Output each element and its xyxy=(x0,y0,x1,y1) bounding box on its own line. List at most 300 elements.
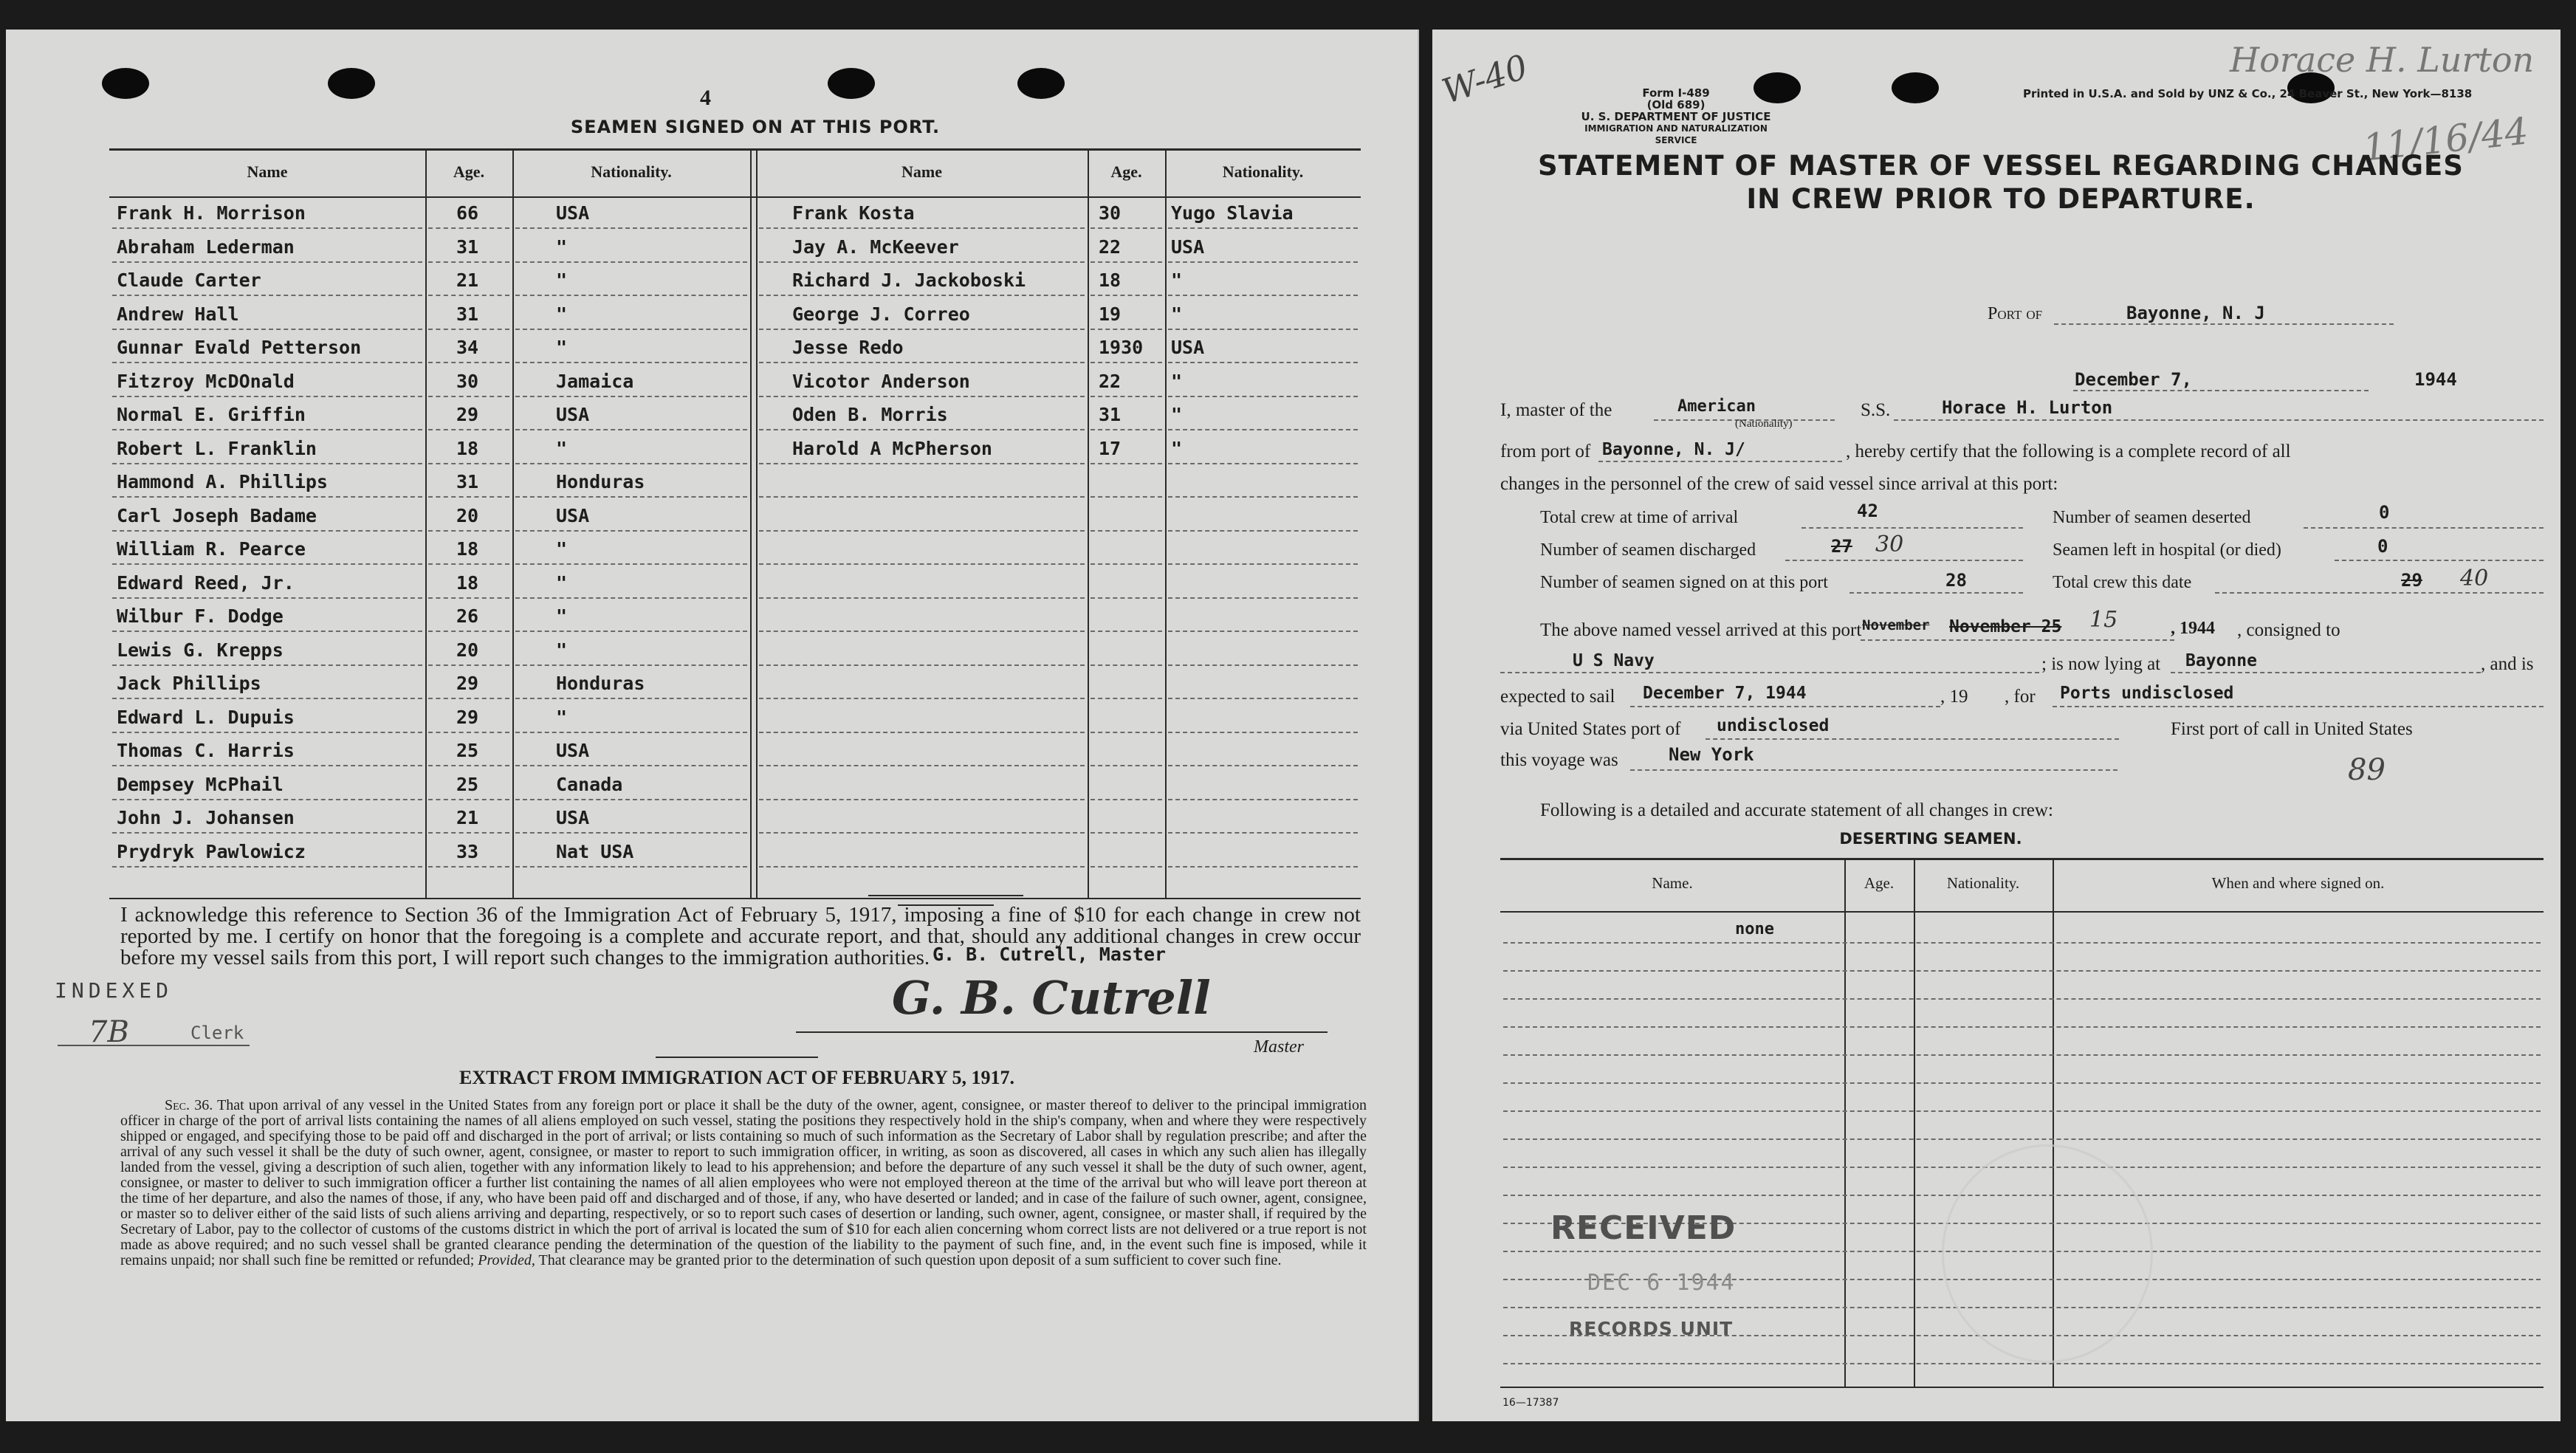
arrived-value: November 25 xyxy=(1949,617,2062,636)
row-rule xyxy=(428,765,509,766)
row-rule xyxy=(759,396,1085,397)
service: IMMIGRATION AND NATURALIZATION SERVICE xyxy=(1584,123,1768,145)
row-rule xyxy=(428,563,509,565)
row-rule xyxy=(1168,396,1358,397)
seaman-name: Oden B. Morris xyxy=(792,404,948,425)
discharged-value: 30 xyxy=(1875,532,1904,557)
arrived-year: , 1944 xyxy=(2171,619,2215,638)
row-rule xyxy=(759,664,1085,666)
seaman-nationality: Canada xyxy=(556,774,623,795)
certify-text: , hereby certify that the following is a complete record of all xyxy=(1846,442,2291,461)
seaman-nationality: " xyxy=(556,605,568,627)
col-rule xyxy=(1088,150,1089,898)
row-rule xyxy=(759,698,1085,699)
extract-main-text: That upon arrival of any vessel in the United States from any foreign port or place it shall be the duty of the owner, agent, consignee, or master thereof to deliver to the principal immigration officer in charge of the port of arrival lists containing the names of all aliens employed on such vessel, stating the positions they respectively hold in the ship's company, when and where they were respectively shipped or engaged, and specifying those to be paid off and discharged in the port of arrival; or lists containing so much of such information as the Secretary of Labor shall by regulation prescribe; and after the arrival of any such vessel it shall be the duty of such owner, agent, consignee, or master to report to such immigration officer, in writing, as soon as discovered, all cases in which any such alien has illegally landed from the vessel, giving a description of such alien, together with any information likely to lead to his apprehension; and before the departure of any such vessel it shall be the duty of such owner, agent, consignee, or master to deliver to such immigration officer a further list containing the names of all alien employees who were not employed thereon at the time of the arrival but who will leave port thereon at the time of her departure, and also the names of those, if any, who have been paid off and discharged and of those, if any, who have deserted or landed; and in case of the failure of such owner, agent, consignee, or master so to deliver either of the said lists of such aliens arriving and departing, respectively, or so to report such cases of desertion or landing, such owner, agent, consignee, or master shall, if required by the Secretary of Labor, pay to the collector of customs of the customs district in which the port of arrival is located the sum of $10 for each alien concerning whom correct lists are not delivered or a true report is not made as above required; and no such vessel shall be granted clearance pending the determination of the question of the liability to the payment of such fine, and, in the event such fine is imposed, while it remains unpaid; nor shall such fine be remitted or refunded; xyxy=(120,1097,1367,1268)
arrived-corrected: 15 xyxy=(2089,607,2118,633)
page-number: 4 xyxy=(700,86,711,110)
row-rule xyxy=(112,732,422,733)
row-rule xyxy=(112,261,422,263)
section-label: Sec. 36. xyxy=(165,1097,213,1113)
for-text: , for xyxy=(2005,687,2036,707)
seaman-age: 29 xyxy=(456,404,479,425)
row-rule xyxy=(428,530,509,532)
acknowledgement-text: I acknowledge this reference to Section 36 of the Immigration Act of February 5, 1917, imposing a fine of $10 for each change in crew not reported by me. I certify on honor that the foregoing is a complete and accurate report, and that, should any additional changes in crew occur before my vessel sails from this port, I will report such changes to the immigration authorities. xyxy=(120,903,1361,969)
expected-text: expected to sail xyxy=(1500,687,1615,707)
seaman-nationality: " xyxy=(1171,371,1183,392)
seaman-nationality: " xyxy=(1171,404,1183,425)
punch-hole xyxy=(828,68,875,99)
handwritten-number: 89 xyxy=(2348,753,2386,787)
row-rule xyxy=(112,597,422,599)
seaman-nationality: " xyxy=(556,639,568,661)
row-rule xyxy=(1090,563,1162,565)
extract-title: EXTRACT FROM IMMIGRATION ACT OF FEBRUARY 5, 1917. xyxy=(459,1067,1014,1088)
row-rule xyxy=(112,832,422,834)
row-rule xyxy=(759,732,1085,733)
nationality-caption: (Nationality) xyxy=(1735,418,1793,430)
seaman-age: 30 xyxy=(1099,202,1122,224)
consignee-value: U S Navy xyxy=(1573,651,1655,670)
seaman-nationality: USA xyxy=(1171,236,1205,258)
changes-text: changes in the personnel of the crew of said vessel since arrival at this port: xyxy=(1500,474,2058,494)
row-rule xyxy=(1168,295,1358,296)
row-rule xyxy=(1090,429,1162,430)
port-value: Bayonne, N. J xyxy=(2126,303,2265,323)
col-header-name: Name xyxy=(901,162,942,181)
row-rule xyxy=(1090,664,1162,666)
row-rule xyxy=(112,396,422,397)
seaman-age: 31 xyxy=(456,303,479,325)
extract-provided: Provided, xyxy=(478,1252,535,1268)
total-arrival-label: Total crew at time of arrival xyxy=(1540,508,1739,527)
row-rule xyxy=(1090,496,1162,498)
seaman-nationality: " xyxy=(556,303,568,325)
punch-hole xyxy=(102,68,149,99)
seaman-nationality: " xyxy=(556,438,568,459)
discharged-label: Number of seamen discharged xyxy=(1540,540,1756,560)
row-rule xyxy=(1168,362,1358,363)
seaman-age: 20 xyxy=(456,639,479,661)
seaman-age: 22 xyxy=(1099,371,1122,392)
total-date-struck: 29 xyxy=(2401,570,2422,591)
typed-master-name: G. B. Cutrell, Master xyxy=(932,944,1167,965)
from-port-label: from port of xyxy=(1500,442,1591,461)
row-rule xyxy=(428,396,509,397)
row-rule xyxy=(112,227,422,229)
row-rule xyxy=(1168,261,1358,263)
seaman-age: 33 xyxy=(456,841,479,862)
col-rule xyxy=(1165,150,1167,898)
received-stamp: RECEIVED xyxy=(1550,1209,1737,1247)
seaman-name: Dempsey McPhail xyxy=(117,774,284,795)
col-header-nationality: Nationality. xyxy=(591,162,672,181)
seaman-nationality: " xyxy=(556,236,568,258)
row-rule xyxy=(428,631,509,632)
seaman-age: 30 xyxy=(456,371,479,392)
row-rule xyxy=(1168,866,1358,868)
row-rule xyxy=(759,597,1085,599)
col-rule xyxy=(425,150,427,898)
seaman-nationality: Yugo Slavia xyxy=(1171,202,1294,224)
handwritten-date: 11/16/44 xyxy=(2360,109,2530,170)
row-rule xyxy=(515,765,747,766)
row-rule xyxy=(759,799,1085,800)
clerk-label: Clerk xyxy=(190,1023,244,1043)
section-title: SEAMEN SIGNED ON AT THIS PORT. xyxy=(570,117,941,137)
seaman-name: Edward L. Dupuis xyxy=(117,707,295,728)
desert-entry: none xyxy=(1735,920,1774,938)
row-rule xyxy=(759,295,1085,296)
row-rule xyxy=(1090,329,1162,330)
col-header-name: Name xyxy=(247,162,288,181)
master-prefix: I, master of the xyxy=(1500,400,1612,420)
seaman-nationality: " xyxy=(556,572,568,594)
seaman-age: 18 xyxy=(456,438,479,459)
seaman-nationality: Honduras xyxy=(556,471,645,492)
col-header-age: Age. xyxy=(1110,162,1142,181)
row-rule xyxy=(428,597,509,599)
seaman-nationality: USA xyxy=(556,505,590,526)
row-rule xyxy=(428,227,509,229)
arrived-text: The above named vessel arrived at this port xyxy=(1540,620,1862,640)
row-rule xyxy=(112,664,422,666)
desert-col-signed-on: When and where signed on. xyxy=(2211,874,2385,892)
lying-value: Bayonne xyxy=(2185,651,2257,670)
row-rule xyxy=(515,496,747,498)
row-rule xyxy=(1168,732,1358,733)
row-rule xyxy=(1090,765,1162,766)
and-is-text: , and is xyxy=(2481,654,2534,674)
seaman-age: 17 xyxy=(1099,438,1122,459)
seaman-nationality: " xyxy=(1171,438,1183,459)
from-port-value: Bayonne, N. J/ xyxy=(1602,440,1745,459)
row-rule xyxy=(515,429,747,430)
row-rule xyxy=(759,765,1085,766)
row-rule xyxy=(515,597,747,599)
table-top-rule xyxy=(109,148,1361,151)
row-rule xyxy=(515,698,747,699)
seaman-nationality: " xyxy=(556,337,568,358)
row-rule xyxy=(1090,295,1162,296)
row-rule xyxy=(112,765,422,766)
row-rule xyxy=(112,329,422,330)
punch-hole xyxy=(328,68,375,99)
row-rule xyxy=(1090,227,1162,229)
row-rule xyxy=(515,563,747,565)
port-label: Port of xyxy=(1988,304,2043,323)
indexed-stamp: INDEXED xyxy=(55,978,174,1003)
ss-label: S.S. xyxy=(1861,400,1891,420)
seaman-name: Carl Joseph Badame xyxy=(117,505,317,526)
extract-body xyxy=(120,1098,1367,1268)
row-rule xyxy=(515,832,747,834)
row-rule xyxy=(515,664,747,666)
lying-text: ; is now lying at xyxy=(2041,654,2161,674)
seaman-nationality: " xyxy=(1171,269,1183,291)
seaman-name: Fitzroy McDOnald xyxy=(117,371,295,392)
seaman-age: 22 xyxy=(1099,236,1122,258)
printer-line: Printed in U.S.A. and Sold by UNZ & Co., 24 Beaver St., New York—8138 xyxy=(2023,87,2473,100)
seaman-nationality: " xyxy=(1171,303,1183,325)
seaman-name: Jay A. McKeever xyxy=(792,236,959,258)
seaman-name: Edward Reed, Jr. xyxy=(117,572,295,594)
row-rule xyxy=(515,463,747,464)
row-rule xyxy=(1168,227,1358,229)
row-rule xyxy=(1168,832,1358,834)
row-rule xyxy=(428,429,509,430)
row-rule xyxy=(515,329,747,330)
row-rule xyxy=(515,362,747,363)
row-rule xyxy=(515,227,747,229)
seaman-age: 18 xyxy=(1099,269,1122,291)
seaman-age: 25 xyxy=(456,774,479,795)
row-rule xyxy=(759,496,1085,498)
row-rule xyxy=(1168,698,1358,699)
seaman-age: 29 xyxy=(456,707,479,728)
row-rule xyxy=(759,362,1085,363)
seaman-age: 34 xyxy=(456,337,479,358)
row-rule xyxy=(1090,261,1162,263)
col-rule xyxy=(756,150,758,898)
row-rule xyxy=(515,530,747,532)
row-rule xyxy=(1090,396,1162,397)
row-rule xyxy=(759,530,1085,532)
seaman-nationality: USA xyxy=(556,404,590,425)
footer-code: 16—17387 xyxy=(1502,1397,1559,1409)
seaman-nationality: USA xyxy=(556,202,590,224)
row-rule xyxy=(515,396,747,397)
voyage-text: this voyage was xyxy=(1500,750,1618,770)
seaman-nationality: " xyxy=(556,707,568,728)
seaman-name: Vicotor Anderson xyxy=(792,371,970,392)
row-rule xyxy=(1503,942,2541,944)
row-rule xyxy=(428,362,509,363)
row-rule xyxy=(112,496,422,498)
handwritten-vessel-name: Horace H. Lurton xyxy=(2230,40,2535,80)
row-rule xyxy=(759,463,1085,464)
consigned-text: , consigned to xyxy=(2237,620,2340,640)
row-rule xyxy=(1090,732,1162,733)
year-value: 1944 xyxy=(2414,369,2457,390)
received-stamp-unit: RECORDS UNIT xyxy=(1569,1318,1734,1339)
seaman-age: 21 xyxy=(456,807,479,828)
row-rule xyxy=(428,463,509,464)
seaman-nationality: USA xyxy=(1171,337,1205,358)
seaman-name: George J. Correo xyxy=(792,303,970,325)
seaman-nationality: USA xyxy=(556,807,590,828)
seaman-name: Jack Phillips xyxy=(117,673,261,694)
row-rule xyxy=(428,866,509,868)
desert-col-name: Name. xyxy=(1652,874,1693,892)
seaman-age: 21 xyxy=(456,269,479,291)
seaman-name: Jesse Redo xyxy=(792,337,904,358)
row-rule xyxy=(112,362,422,363)
row-rule xyxy=(1168,429,1358,430)
date-value: December 7, xyxy=(2075,369,2192,390)
deserting-title: DESERTING SEAMEN. xyxy=(1839,830,2022,848)
row-rule xyxy=(1168,765,1358,766)
seaman-age: 18 xyxy=(456,572,479,594)
seaman-name: Richard J. Jackoboski xyxy=(792,269,1026,291)
desert-col-nationality: Nationality. xyxy=(1946,874,2020,892)
total-arrival-value: 42 xyxy=(1857,501,1878,521)
master-label: Master xyxy=(1254,1037,1304,1057)
nineteen-text: , 19 xyxy=(1940,687,1968,707)
master-signature: G. B. Cutrell xyxy=(892,971,1211,1025)
seaman-name: Abraham Lederman xyxy=(117,236,295,258)
row-rule xyxy=(1503,1026,2541,1028)
row-rule xyxy=(1090,362,1162,363)
row-rule xyxy=(1168,329,1358,330)
seaman-age: 31 xyxy=(456,471,479,492)
row-rule xyxy=(515,295,747,296)
seaman-name: Claude Carter xyxy=(117,269,261,291)
row-rule xyxy=(1503,1110,2541,1112)
row-rule xyxy=(112,295,422,296)
seaman-age: 25 xyxy=(456,740,479,761)
row-rule xyxy=(428,329,509,330)
signed-on-value: 28 xyxy=(1945,570,1967,591)
total-date-label: Total crew this date xyxy=(2053,573,2192,592)
row-rule xyxy=(1168,463,1358,464)
punch-hole xyxy=(1017,68,1065,99)
row-rule xyxy=(428,799,509,800)
row-rule xyxy=(1090,597,1162,599)
seaman-age: 26 xyxy=(456,605,479,627)
nationality-value: American xyxy=(1677,397,1756,416)
seaman-name: Gunnar Evald Petterson xyxy=(117,337,362,358)
corner-mark: W-40 xyxy=(1437,47,1533,111)
left-page xyxy=(6,30,1419,1421)
form-number: Form I-489 xyxy=(1642,86,1710,100)
row-rule xyxy=(1090,832,1162,834)
table-bottom-rule xyxy=(109,898,1361,899)
row-rule xyxy=(759,429,1085,430)
seaman-name: Normal E. Griffin xyxy=(117,404,306,425)
seaman-name: Hammond A. Phillips xyxy=(117,471,328,492)
seaman-age: 66 xyxy=(456,202,479,224)
row-rule xyxy=(112,866,422,868)
col-header-age: Age. xyxy=(453,162,485,181)
row-rule xyxy=(1503,970,2541,972)
row-rule xyxy=(759,631,1085,632)
row-rule xyxy=(428,295,509,296)
row-rule xyxy=(1090,631,1162,632)
row-rule xyxy=(1168,496,1358,498)
row-rule xyxy=(759,261,1085,263)
seaman-name: Thomas C. Harris xyxy=(117,740,295,761)
row-rule xyxy=(1503,1054,2541,1056)
row-rule xyxy=(759,563,1085,565)
seaman-age: 1930 xyxy=(1099,337,1144,358)
seaman-nationality: Honduras xyxy=(556,673,645,694)
received-stamp-date: DEC 6 1944 xyxy=(1587,1270,1736,1296)
seaman-nationality: " xyxy=(556,538,568,560)
seaman-name: Lewis G. Krepps xyxy=(117,639,284,661)
extract-end-text: That clearance may be granted prior to the determination of such question upon deposit of a sum sufficient to cover such fine. xyxy=(538,1252,1282,1268)
following-text: Following is a detailed and accurate statement of all changes in crew: xyxy=(1540,800,2053,820)
seaman-age: 19 xyxy=(1099,303,1122,325)
seaman-name: Frank H. Morrison xyxy=(117,202,306,224)
row-rule xyxy=(1503,998,2541,1000)
row-rule xyxy=(1503,1082,2541,1084)
row-rule xyxy=(515,631,747,632)
row-rule xyxy=(1090,866,1162,868)
row-rule xyxy=(1168,631,1358,632)
hospital-label: Seamen left in hospital (or died) xyxy=(2053,540,2281,560)
row-rule xyxy=(515,866,747,868)
first-port-text: First port of call in United States xyxy=(2171,719,2413,739)
col-rule xyxy=(512,150,514,898)
seaman-name: Frank Kosta xyxy=(792,202,915,224)
form-title-line1: STATEMENT OF MASTER OF VESSEL REGARDING CHANGES xyxy=(1538,150,2464,182)
sail-value: December 7, 1944 xyxy=(1643,684,1807,703)
seaman-age: 20 xyxy=(456,505,479,526)
row-rule xyxy=(1168,530,1358,532)
deserted-label: Number of seamen deserted xyxy=(2053,508,2251,527)
row-rule xyxy=(1168,664,1358,666)
form-old-number: (Old 689) xyxy=(1646,98,1706,111)
row-rule xyxy=(515,799,747,800)
row-rule xyxy=(428,261,509,263)
seaman-name: Prydryk Pawlowicz xyxy=(117,841,306,862)
voyage-value: New York xyxy=(1669,744,1754,765)
seaman-nationality: Jamaica xyxy=(556,371,634,392)
seaman-name: Harold A McPherson xyxy=(792,438,992,459)
row-rule xyxy=(1090,463,1162,464)
hospital-value: 0 xyxy=(2377,536,2388,557)
row-rule xyxy=(759,832,1085,834)
seaman-age: 31 xyxy=(456,236,479,258)
row-rule xyxy=(1168,799,1358,800)
form-title xyxy=(1462,149,2540,216)
seaman-age: 29 xyxy=(456,673,479,694)
seaman-name: Wilbur F. Dodge xyxy=(117,605,284,627)
via-value: undisclosed xyxy=(1717,716,1830,735)
col-header-nationality: Nationality. xyxy=(1222,162,1304,181)
row-rule xyxy=(759,329,1085,330)
seaman-name: Andrew Hall xyxy=(117,303,239,325)
row-rule xyxy=(428,698,509,699)
row-rule xyxy=(515,732,747,733)
seaman-nationality: USA xyxy=(556,740,590,761)
row-rule xyxy=(1090,530,1162,532)
row-rule xyxy=(112,631,422,632)
row-rule xyxy=(428,664,509,666)
department: U. S. DEPARTMENT OF JUSTICE xyxy=(1581,110,1771,123)
faint-seal xyxy=(1942,1144,2153,1363)
row-rule xyxy=(112,463,422,464)
signed-on-label: Number of seamen signed on at this port xyxy=(1540,573,1828,592)
seaman-name: William R. Pearce xyxy=(117,538,306,560)
seaman-nationality: " xyxy=(556,269,568,291)
col-rule xyxy=(750,150,752,898)
row-rule xyxy=(515,261,747,263)
row-rule xyxy=(1168,563,1358,565)
form-header xyxy=(1565,87,1787,146)
row-rule xyxy=(1503,1138,2541,1140)
row-rule xyxy=(1503,1363,2541,1364)
row-rule xyxy=(759,866,1085,868)
deserted-value: 0 xyxy=(2379,502,2390,523)
row-rule xyxy=(759,227,1085,229)
form-title-line2: IN CREW PRIOR TO DEPARTURE. xyxy=(1746,183,2256,215)
total-date-value: 40 xyxy=(2460,566,2489,591)
row-rule xyxy=(1168,597,1358,599)
seaman-age: 31 xyxy=(1099,404,1122,425)
row-rule xyxy=(112,698,422,699)
seaman-name: Robert L. Franklin xyxy=(117,438,317,459)
